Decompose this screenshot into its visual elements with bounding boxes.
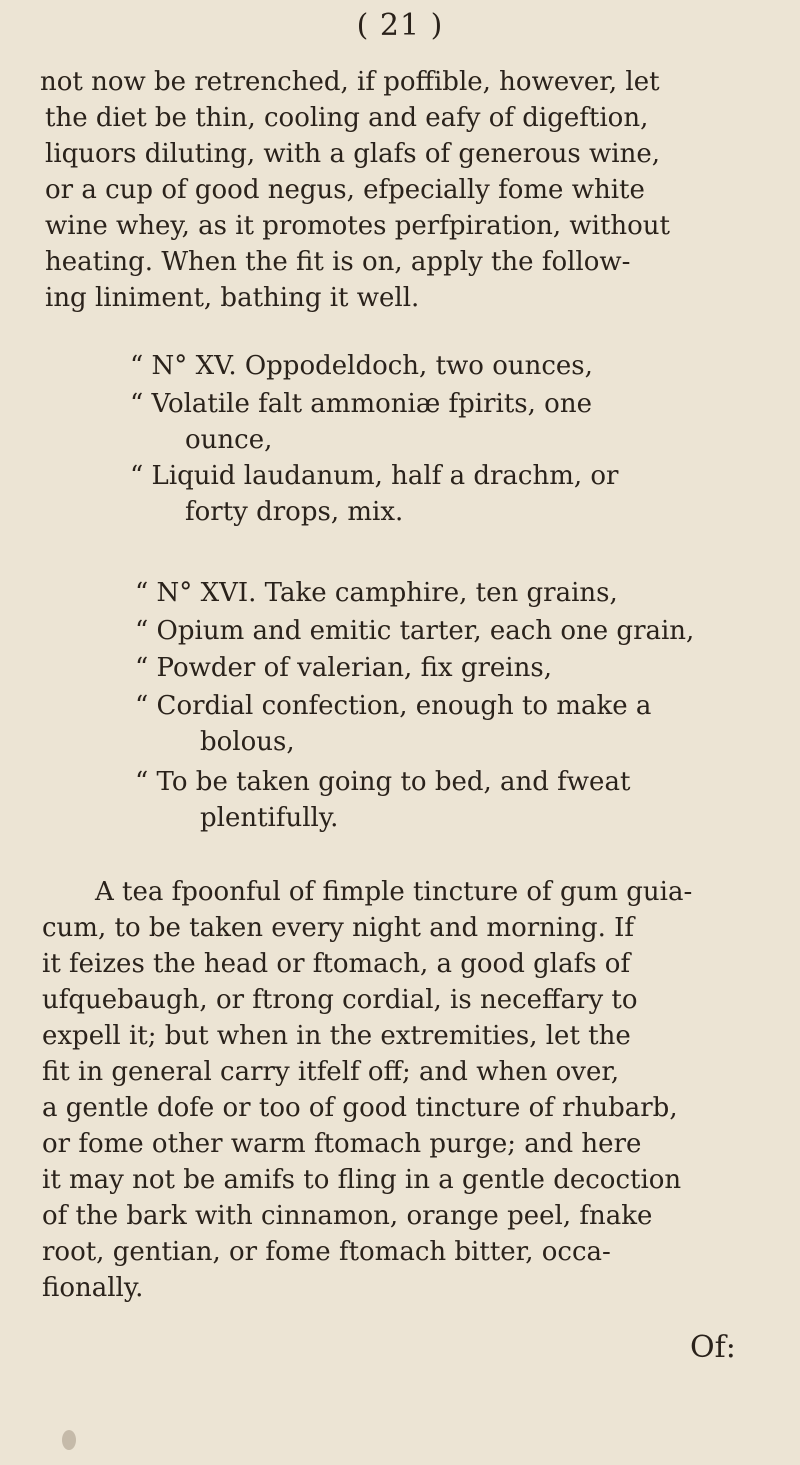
recipe-line: “ Opium and emitic tarter, each one grain, bbox=[135, 616, 695, 646]
recipe-line: “ N° XVI. Take camphire, ten grains, bbox=[135, 578, 618, 608]
page-number: ( 21 ) bbox=[356, 8, 444, 43]
text-line: the diet be thin, cooling and eafy of digeftion, bbox=[45, 103, 649, 133]
recipe-line: “ Volatile falt ammoniæ fpirits, one bbox=[130, 389, 592, 419]
text-line: cum, to be taken every night and morning. If bbox=[42, 913, 635, 943]
recipe-line: “ To be taken going to bed, and fweat bbox=[135, 767, 631, 797]
catchword: Of: bbox=[690, 1330, 736, 1365]
text-line: ing liniment, bathing it well. bbox=[45, 283, 420, 313]
recipe-line: “ Cordial confection, enough to make a bbox=[135, 691, 652, 721]
recipe-line: “ Powder of valerian, fix greins, bbox=[135, 653, 552, 683]
text-line: it may not be amifs to fling in a gentle decoction bbox=[42, 1165, 682, 1195]
text-line: heating. When the fit is on, apply the follow- bbox=[45, 247, 631, 277]
recipe-line: “ N° XV. Oppodeldoch, two ounces, bbox=[130, 351, 593, 381]
text-line: fionally. bbox=[42, 1273, 144, 1303]
recipe-line: bolous, bbox=[200, 727, 295, 757]
text-line: a gentle dofe or too of good tincture of rhubarb, bbox=[42, 1093, 678, 1123]
text-line: fit in general carry itfelf off; and when over, bbox=[42, 1057, 620, 1087]
text-line: ufquebaugh, or ftrong cordial, is neceffary to bbox=[42, 985, 638, 1015]
ink-blot bbox=[62, 1430, 76, 1450]
recipe-line: ounce, bbox=[185, 425, 273, 455]
text-line: liquors diluting, with a glafs of generous wine, bbox=[45, 139, 660, 169]
text-line: of the bark with cinnamon, orange peel, fnake bbox=[42, 1201, 653, 1231]
text-line: not now be retrenched, if poffible, however, let bbox=[40, 67, 660, 97]
recipe-line: plentifully. bbox=[200, 803, 339, 833]
text-line: or fome other warm ftomach purge; and here bbox=[42, 1129, 642, 1159]
text-line: root, gentian, or fome ftomach bitter, occa- bbox=[42, 1237, 611, 1267]
recipe-line: “ Liquid laudanum, half a drachm, or bbox=[130, 461, 619, 491]
recipe-line: forty drops, mix. bbox=[185, 497, 404, 527]
text-line: wine whey, as it promotes perfpiration, without bbox=[45, 211, 671, 241]
text-line: A tea fpoonful of fimple tincture of gum guia- bbox=[95, 877, 693, 907]
text-line: or a cup of good negus, efpecially fome white bbox=[45, 175, 645, 205]
text-line: it feizes the head or ftomach, a good glafs of bbox=[42, 949, 631, 979]
text-line: expell it; but when in the extremities, let the bbox=[42, 1021, 631, 1051]
